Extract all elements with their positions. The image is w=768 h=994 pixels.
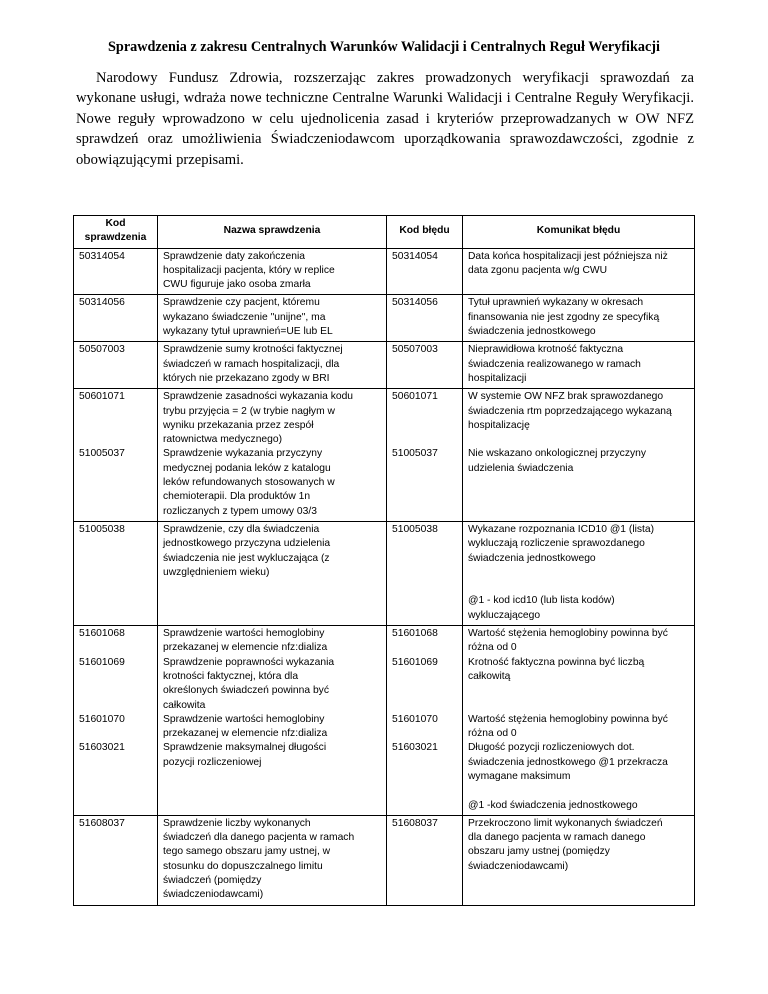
check-name-cell (158, 342, 387, 389)
check-code (79, 523, 152, 580)
error-message-line: Nie wskazano onkologicznej przyczyny (468, 448, 646, 460)
error-message-note-line: wykluczającego (468, 609, 541, 621)
error-message-line: całkowitą (468, 670, 511, 682)
check-code-cell (74, 626, 158, 816)
error-message-line: wykluczają rozliczenie sprawozdanego (468, 538, 645, 550)
check-name-cell (158, 389, 387, 522)
check-code-cell (74, 248, 158, 295)
error-code-cell (387, 295, 463, 342)
check-name-line: świadczeń dla danego pacjenta w ramach (163, 832, 355, 844)
intro-line: Narodowy Fundusz Zdrowia, rozszerzając zakres prowadzonych weryfikacji sprawozdań (96, 70, 670, 86)
check-name-line: Sprawdzenie zasadności wykazania kodu (163, 391, 354, 403)
header-error-code: Kod błędu (387, 216, 463, 249)
error-code (392, 817, 457, 903)
error-code (392, 627, 457, 656)
error-code-line: 51601069 (392, 656, 438, 668)
check-code-line: 51601068 (79, 628, 125, 640)
check-name-line: hospitalizacji pacjenta, który w replice (163, 264, 335, 276)
error-code-line: 50507003 (392, 344, 438, 356)
check-name (163, 390, 381, 447)
checks-table (73, 215, 695, 906)
check-name-line: Sprawdzenie wartości hemoglobiny (163, 628, 325, 640)
check-name-line: Sprawdzenie, czy dla świadczenia (163, 523, 320, 535)
error-message-line: świadczenia jednostkowego (468, 326, 596, 338)
error-message (468, 390, 689, 447)
error-message-cell (463, 521, 695, 625)
error-code (392, 343, 457, 386)
error-message (468, 343, 689, 386)
document-title: Sprawdzenia z zakresu Centralnych Warunków Walidacji i Centralnych Reguł Weryfikacji (108, 39, 660, 55)
error-message-line: różna od 0 (468, 728, 517, 740)
check-code (79, 741, 152, 784)
error-message-line: hospitalizacji (468, 372, 527, 384)
error-message (468, 627, 689, 656)
check-code-line: 51603021 (79, 742, 125, 754)
error-code-cell (387, 248, 463, 295)
check-name-line: całkowita (163, 699, 206, 711)
error-message (468, 523, 689, 580)
error-message-cell (463, 342, 695, 389)
check-code-cell (74, 521, 158, 625)
error-message-line: świadczenia rtm poprzedzającego wykazaną (468, 405, 672, 417)
check-name-line: CWU figuruje jako osoba zmarła (163, 279, 311, 291)
check-name (163, 817, 381, 903)
error-message-line: Przekroczono limit wykonanych świadczeń (468, 817, 663, 829)
error-code-line: 51005037 (392, 448, 438, 460)
error-code-line: 51608037 (392, 817, 438, 829)
check-name (163, 656, 381, 713)
intro-line: zgodnie z obowiązującymi przepisami. (76, 131, 695, 168)
check-code (79, 447, 152, 518)
check-code-line: 50314056 (79, 297, 125, 309)
check-name (163, 343, 381, 386)
error-message-line: Długość pozycji rozliczeniowych dot. (468, 742, 635, 754)
error-message-line: świadczenia jednostkowego (468, 552, 596, 564)
error-code-cell (387, 521, 463, 625)
check-code-line: 51005037 (79, 448, 125, 460)
error-message-line: Wartość stężenia hemoglobiny powinna być (468, 628, 668, 640)
check-code (79, 817, 152, 903)
error-message-line: Data końca hospitalizacji jest późniejsza niż (468, 250, 668, 262)
check-name-line: medycznej podania leków z katalogu (163, 462, 331, 474)
check-name-line: określonych świadczeń powinna być (163, 685, 329, 697)
check-name-line: Sprawdzenie czy pacjent, któremu (163, 297, 320, 309)
check-name-cell (158, 521, 387, 625)
error-message-line: Wykazane rozpoznania ICD10 @1 (lista) (468, 523, 655, 535)
error-code (392, 250, 457, 293)
error-message-line: Krotność faktyczna powinna być liczbą (468, 656, 645, 668)
check-name-line: świadczenia nie jest wykluczająca (z (163, 552, 330, 564)
error-code-cell (387, 815, 463, 905)
check-code (79, 390, 152, 447)
error-message-line: obszaru jamy ustnej (pomiędzy (468, 846, 610, 858)
check-name-line: przekazanej w elemencie nfz:dializa (163, 642, 328, 654)
check-name-line: Sprawdzenie sumy krotności faktycznej (163, 344, 343, 356)
error-message-cell (463, 295, 695, 342)
error-message-line: Wartość stężenia hemoglobiny powinna być (468, 713, 668, 725)
check-name-cell (158, 295, 387, 342)
check-name-line: jednostkowego przyczyna udzielenia (163, 538, 331, 550)
error-message-cell (463, 626, 695, 816)
table-row (74, 389, 695, 522)
intro-line: w OW NFZ sprawdzeń oraz umożliwienia Świadczeniodawcom uporządkowania sprawozdawczości, (76, 110, 694, 148)
error-message-note-line: @1 - kod icd10 (lub lista kodów) (468, 595, 615, 607)
error-message-line: W systemie OW NFZ brak sprawozdanego (468, 391, 664, 403)
table-row (74, 521, 695, 625)
check-name-line: trybu przyjęcia = 2 (w trybie nagłym w (163, 405, 335, 417)
error-code (392, 523, 457, 580)
check-name-line: wykazano świadczenie "unijne", ma (163, 311, 326, 323)
check-name-line: których nie przekazano zgody w BRI (163, 372, 330, 384)
intro-line: Weryfikacji. Nowe reguły wprowadzono w celu ujednolicenia zasad i kryteriów przeprowadzanych (76, 90, 695, 127)
check-code-line: 50507003 (79, 344, 125, 356)
header-check-name: Nazwa sprawdzenia (158, 216, 387, 249)
error-code-line: 51005038 (392, 523, 438, 535)
check-name-line: Sprawdzenie wykazania przyczyny (163, 448, 323, 460)
check-name-line: wyniku przekazania przez zespół (163, 419, 314, 431)
error-code-cell (387, 342, 463, 389)
error-message-line: Nieprawidłowa krotność faktyczna (468, 344, 624, 356)
check-name-line: świadczeń w ramach hospitalizacji, dla (163, 358, 340, 370)
check-code (79, 627, 152, 656)
error-message-line: świadczenia jednostkowego @1 przekracza (468, 756, 668, 768)
check-name-line: leków refundowanych stosowanych w (163, 477, 335, 489)
error-message (468, 713, 689, 742)
error-code-line: 51603021 (392, 742, 438, 754)
check-name-line: krotności faktycznej, która dla (163, 670, 299, 682)
check-code (79, 250, 152, 293)
error-code (392, 656, 457, 713)
check-name (163, 627, 381, 656)
check-code-cell (74, 389, 158, 522)
error-code-line: 51601070 (392, 713, 438, 725)
error-message-line: różna od 0 (468, 642, 517, 654)
error-message-cell (463, 815, 695, 905)
check-name-line: ratownictwa medycznego) (163, 434, 283, 446)
check-name-line: wykazany tytuł uprawnień=UE lub EL (163, 326, 333, 338)
error-message-note-line: @1 -kod świadczenia jednostkowego (468, 799, 638, 811)
table-row (74, 815, 695, 905)
error-message-line: świadczeniodawcami) (468, 860, 569, 872)
table-row (74, 626, 695, 816)
check-name-line: rozliczanych z typem umowy 03/3 (163, 505, 317, 517)
error-code-cell (387, 626, 463, 816)
error-message-line: data zgonu pacjenta w/g CWU (468, 264, 608, 276)
error-message (468, 250, 689, 293)
table-header-row (74, 216, 695, 249)
error-message (468, 741, 689, 784)
check-code-line: 50601071 (79, 391, 125, 403)
check-code (79, 713, 152, 742)
error-code (392, 741, 457, 784)
check-name (163, 296, 381, 339)
check-code-cell (74, 295, 158, 342)
error-code-line: 51601068 (392, 628, 438, 640)
error-message-line: dla danego pacjenta w ramach danego (468, 832, 646, 844)
error-code-line: 50601071 (392, 391, 438, 403)
check-name-cell (158, 815, 387, 905)
error-message-cell (463, 389, 695, 522)
check-name-line: stosunku do dopuszczalnego limitu (163, 860, 323, 872)
check-code (79, 343, 152, 386)
error-message-line: udzielenia świadczenia (468, 462, 574, 474)
check-code-cell (74, 815, 158, 905)
check-name (163, 741, 381, 784)
check-name-line: uwzględnieniem wieku) (163, 566, 270, 578)
error-message-note (468, 799, 689, 813)
check-name (163, 523, 381, 580)
error-message-line: Tytuł uprawnień wykazany w okresach (468, 297, 644, 309)
error-code (392, 390, 457, 447)
error-message (468, 447, 689, 518)
check-name-line: Sprawdzenie daty zakończenia (163, 250, 305, 262)
check-name (163, 713, 381, 742)
intro-line: za wykonane usługi, wdraża nowe techniczne Centralne Warunki Walidacji i Centralne Reguły (76, 70, 694, 107)
error-message (468, 817, 689, 903)
check-name-line: chemioterapii. Dla produktów 1n (163, 491, 311, 503)
check-name-cell (158, 248, 387, 295)
check-code-line: 51608037 (79, 817, 125, 829)
table-row (74, 295, 695, 342)
check-name-line: tego samego obszaru jamy ustnej, w (163, 846, 331, 858)
error-message (468, 656, 689, 713)
error-message-line: finansowania nie jest zgodny ze specyfiką (468, 311, 660, 323)
check-name-line: Sprawdzenie poprawności wykazania (163, 656, 335, 668)
check-name-line: przekazanej w elemencie nfz:dializa (163, 728, 328, 740)
check-code-cell (74, 342, 158, 389)
error-message-note (468, 594, 689, 623)
check-name-line: świadczeń (pomiędzy (163, 875, 262, 887)
table-row (74, 342, 695, 389)
error-message-cell (463, 248, 695, 295)
check-name-line: pozycji rozliczeniowej (163, 756, 262, 768)
check-code-line: 51601070 (79, 713, 125, 725)
error-message-line: wymagane maksimum (468, 770, 571, 782)
check-code-line: 51601069 (79, 656, 125, 668)
error-message-line: świadczenia realizowanego w ramach (468, 358, 641, 370)
check-name-line: Sprawdzenie maksymalnej długości (163, 742, 327, 754)
error-message (468, 296, 689, 339)
check-name-line: Sprawdzenie liczby wykonanych (163, 817, 311, 829)
error-code-cell (387, 389, 463, 522)
check-code-line: 51005038 (79, 523, 125, 535)
error-code-line: 50314056 (392, 297, 438, 309)
table-row (74, 248, 695, 295)
check-code-line: 50314054 (79, 250, 125, 262)
error-code (392, 713, 457, 742)
header-error-message: Komunikat błędu (463, 216, 695, 249)
error-code-line: 50314054 (392, 250, 438, 262)
check-code (79, 656, 152, 713)
error-code (392, 447, 457, 518)
error-code (392, 296, 457, 339)
check-name (163, 250, 381, 293)
check-name (163, 447, 381, 518)
check-name-line: Sprawdzenie wartości hemoglobiny (163, 713, 325, 725)
error-message-line: hospitalizację (468, 419, 530, 431)
check-code (79, 296, 152, 339)
intro-paragraph (76, 68, 694, 170)
check-name-line: świadczeniodawcami) (163, 889, 264, 901)
check-name-cell (158, 626, 387, 816)
header-check-code: Kod sprawdzenia (74, 216, 158, 249)
